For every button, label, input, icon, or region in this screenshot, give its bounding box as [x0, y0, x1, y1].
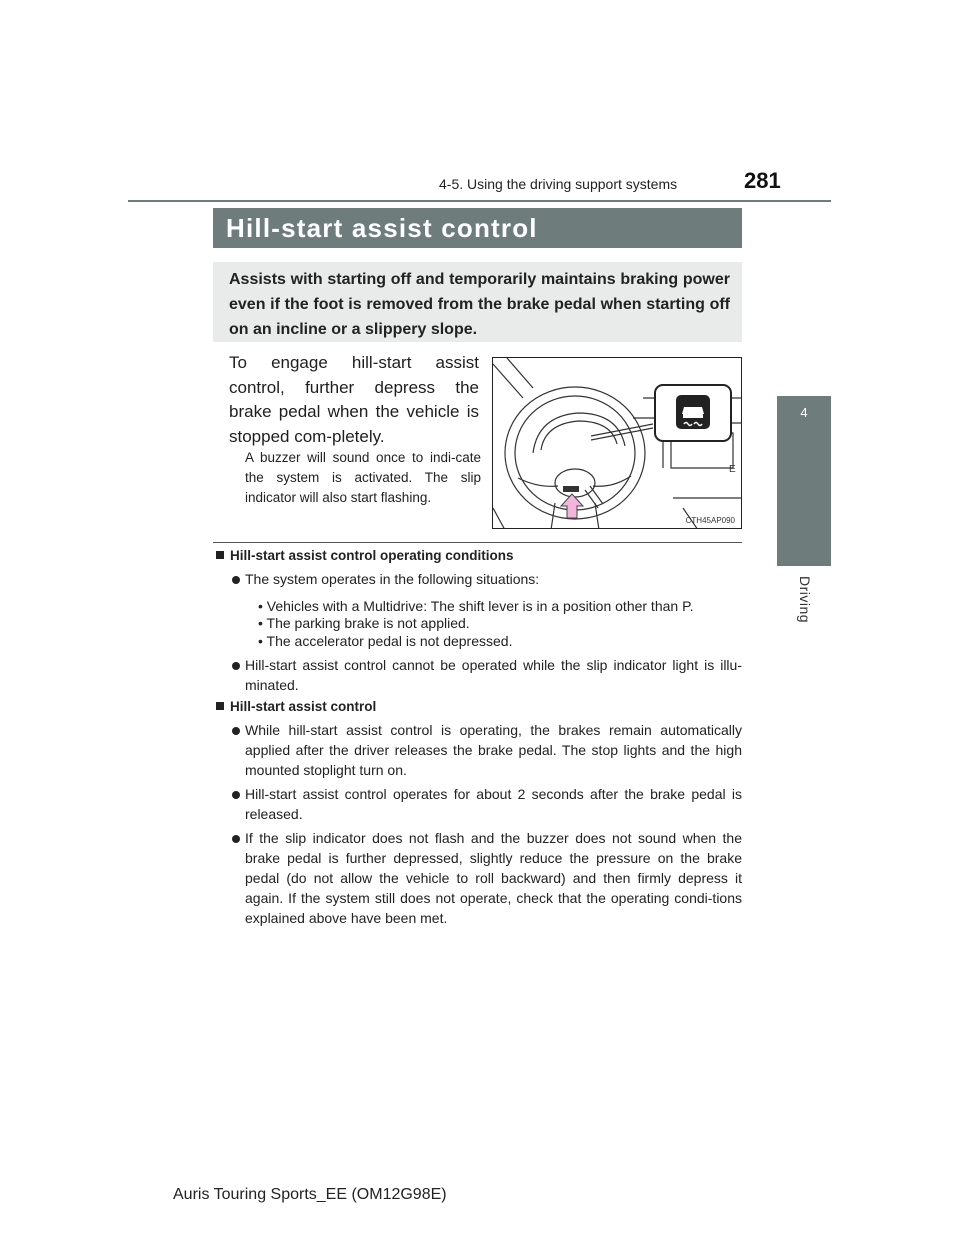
manual-footer: Auris Touring Sports_EE (OM12G98E)	[173, 1186, 447, 1203]
bullet-dot-icon	[232, 662, 240, 670]
square-bullet-icon	[216, 551, 224, 559]
svg-text:E: E	[729, 464, 736, 475]
control-heading	[216, 698, 376, 716]
condition-item: • Vehicles with a Multidrive: The shift lever is in a position other than P.	[258, 598, 694, 614]
condition-item: • The accelerator pedal is not depressed.	[258, 633, 513, 649]
page-title: Hill-start assist control	[226, 213, 538, 243]
control-bullet: If the slip indicator does not flash and the buzzer does not sound when the brake pedal is further depressed, slightly reduce the pressure on the brake pedal (do not allow the vehicle to roll backward) and then firmly depress it again. If the system still does not operate, check that the operating condi-tions explained above have been met.	[245, 830, 742, 926]
pointer-arrow	[561, 494, 583, 518]
figure-code: CTH45AP090	[685, 516, 735, 525]
control-bullet: Hill-start assist control operates for about 2 seconds after the brake pedal is released.	[245, 786, 742, 822]
engage-instructions: To engage hill-start assist control, further depress the brake pedal when the vehicle is stopped com-pletely.	[229, 353, 479, 446]
bullet-dot-icon	[232, 576, 240, 584]
chapter-tab	[777, 396, 831, 566]
section-divider	[213, 542, 742, 543]
chapter-label: Driving	[797, 576, 813, 624]
conditions-heading	[216, 547, 514, 565]
buzzer-note: A buzzer will sound once to indi-cate the system is activated. The slip indicator will also start flashing.	[245, 450, 481, 505]
conditions-bullet-1: The system operates in the following situations:	[245, 571, 540, 587]
conditions-bullet-2: Hill-start assist control cannot be operated while the slip indicator light is illu-minated.	[245, 657, 742, 693]
bullet-dot-icon	[232, 727, 240, 735]
section-title: 4-5. Using the driving support systems	[439, 176, 678, 192]
control-bullet: While hill-start assist control is operating, the brakes remain automatically applied after the driver releases the brake pedal. The stop lights and the high mounted stoplight turn on.	[245, 722, 742, 778]
bullet-dot-icon	[232, 835, 240, 843]
conditions-heading-text: Hill-start assist control operating conditions	[230, 548, 514, 563]
square-bullet-icon	[216, 702, 224, 710]
dashboard-illustration	[492, 357, 742, 529]
header-rule	[128, 200, 831, 202]
chapter-number: 4	[800, 405, 808, 420]
control-heading-text: Hill-start assist control	[230, 699, 377, 714]
slip-indicator-icon	[676, 395, 710, 429]
bullet-dot-icon	[232, 791, 240, 799]
lead-text: Assists with starting off and temporarily maintains braking power even if the foot is removed from the brake pedal when starting off on an incline or a slippery slope.	[229, 271, 730, 338]
page-number: 281	[744, 168, 781, 193]
dashboard-drawing	[493, 358, 742, 529]
condition-item: • The parking brake is not applied.	[258, 615, 470, 631]
